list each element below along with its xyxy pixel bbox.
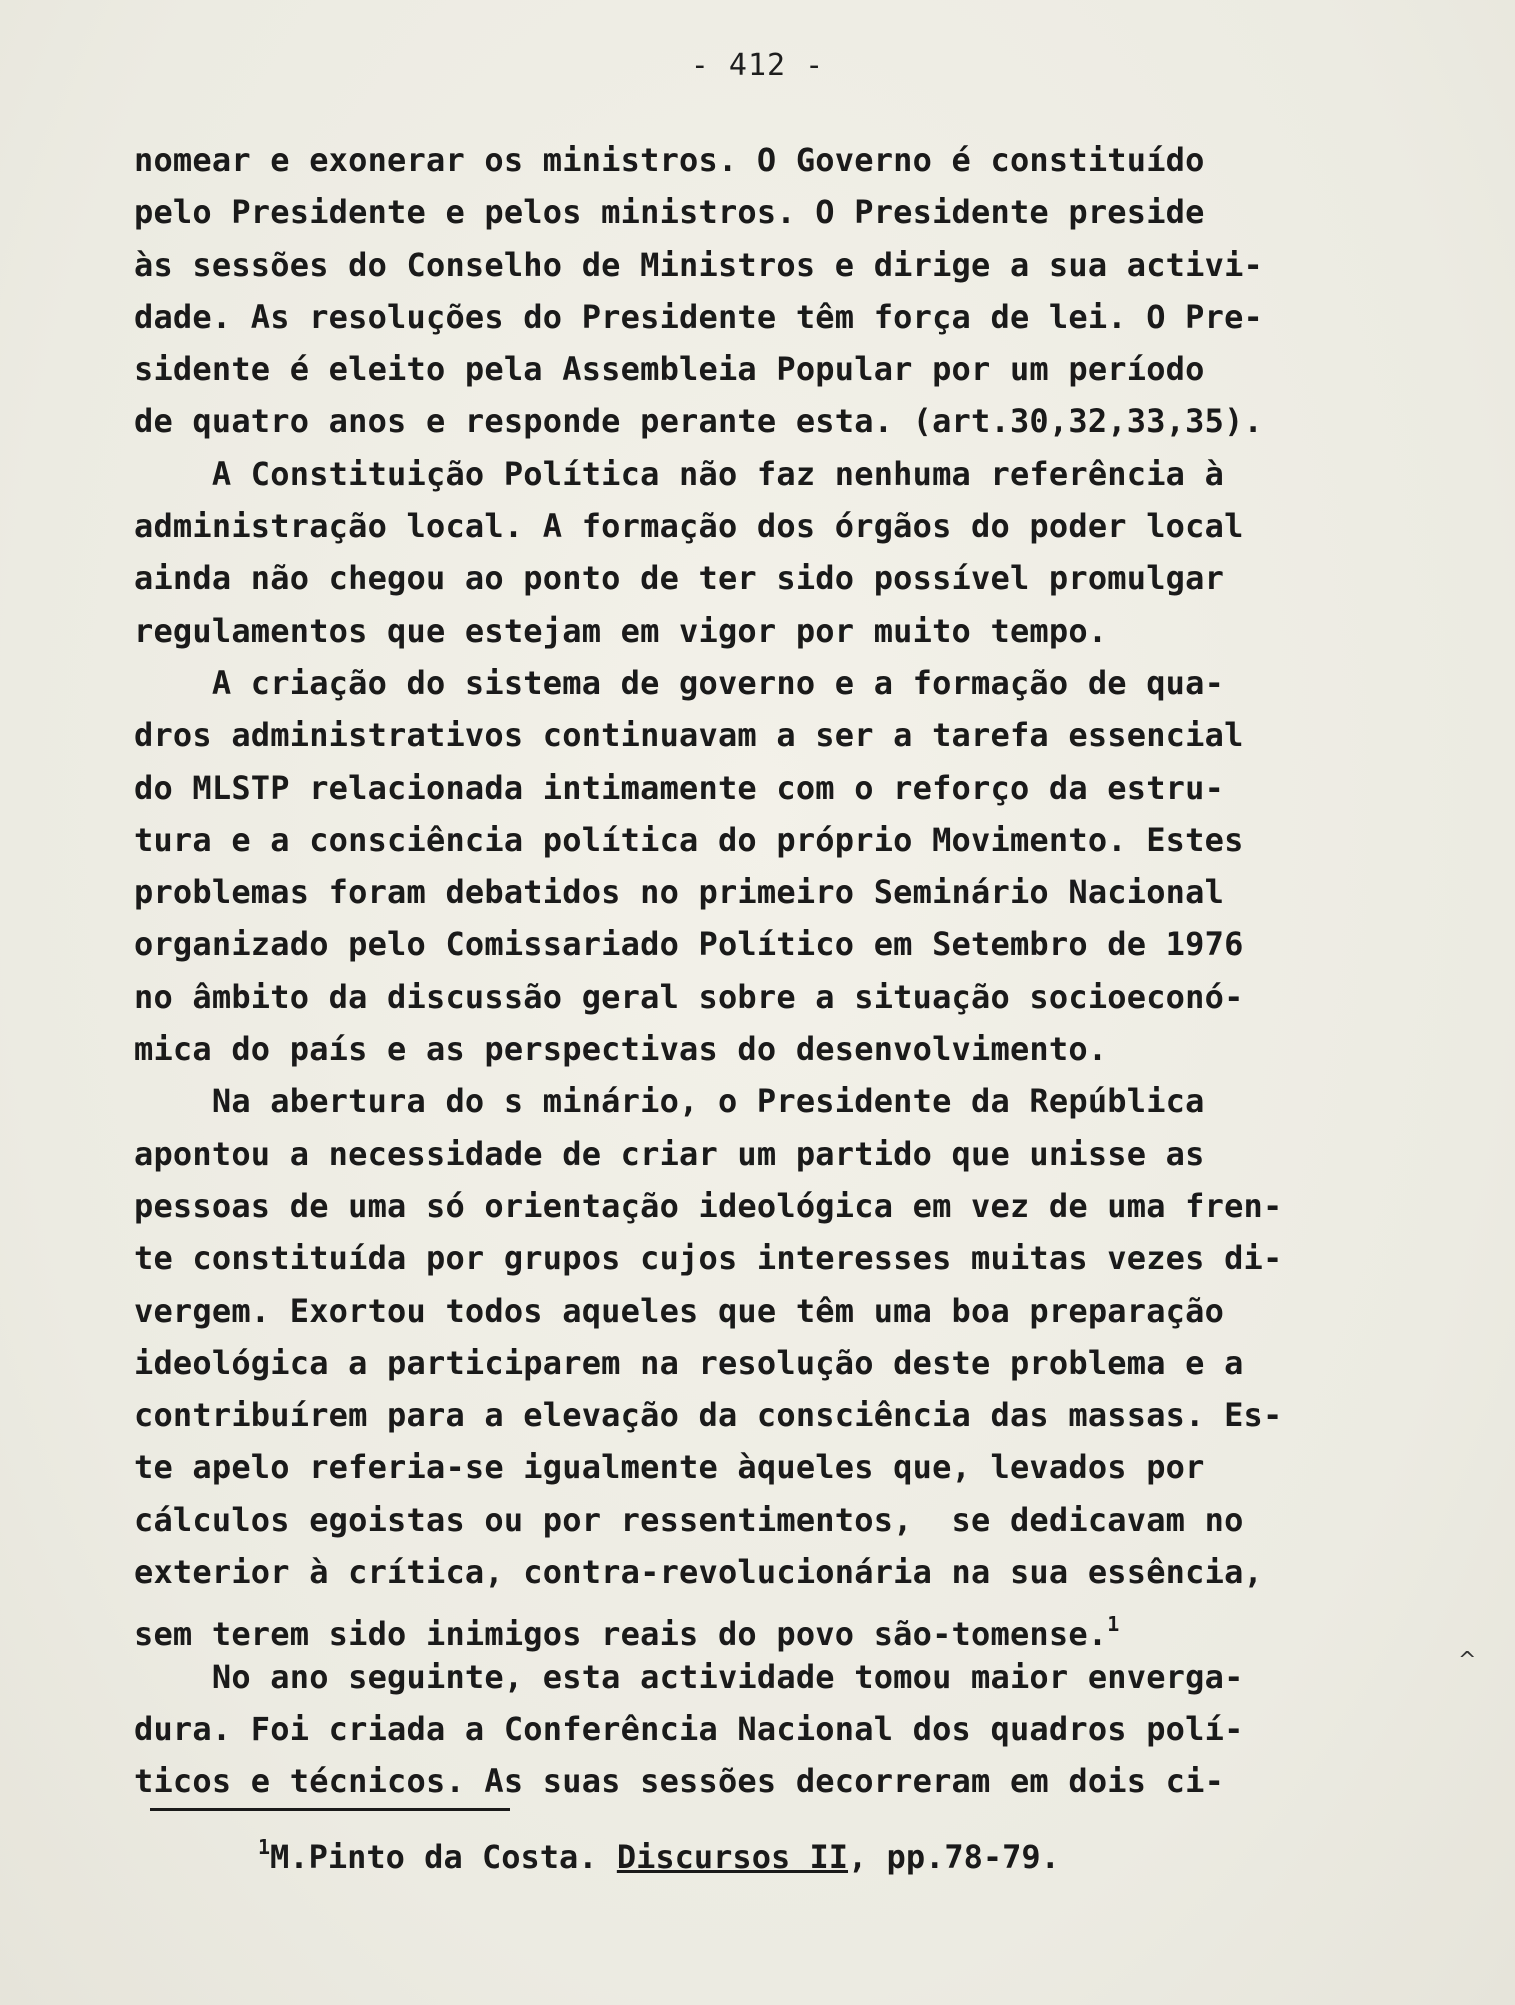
text-line: Na abertura do s minário, o Presidente da República: [134, 1082, 1205, 1121]
text-line: ticos e técnicos. As suas sessões decorreram em dois ci-: [134, 1762, 1225, 1801]
body-text: [134, 134, 1404, 1808]
text-line: regulamentos que estejam em vigor por muito tempo.: [134, 611, 1108, 650]
text-line: vergem. Exortou todos aqueles que têm uma boa preparação: [134, 1291, 1225, 1330]
text-line: administração local. A formação dos órgãos do poder local: [134, 507, 1244, 546]
text-line: sidente é eleito pela Assembleia Popular por um período: [134, 350, 1205, 389]
margin-mark: ^: [1458, 1648, 1477, 1673]
text-line: mica do país e as perspectivas do desenvolvimento.: [134, 1030, 1108, 1069]
text-line: ainda não chegou ao ponto de ter sido possível promulgar: [134, 559, 1225, 598]
text-line: de quatro anos e responde perante esta. (art.30,32,33,35).: [134, 402, 1264, 441]
text-line: problemas foram debatidos no primeiro Seminário Nacional: [134, 873, 1225, 912]
text-line: cálculos egoistas ou por ressentimentos, se dedicavam no: [134, 1500, 1244, 1539]
text-line: do MLSTP relacionada intimamente com o reforço da estru-: [134, 768, 1225, 807]
text-line: ideológica a participarem na resolução deste problema e a: [134, 1343, 1244, 1382]
text-line: sem terem sido inimigos reais do povo são-tomense.: [134, 1615, 1108, 1654]
text-line: apontou a necessidade de criar um partido que unisse as: [134, 1134, 1205, 1173]
footnote: [258, 1835, 1060, 1876]
text-line: A criação do sistema de governo e a formação de qua-: [134, 663, 1225, 702]
text-line: A Constituição Política não faz nenhuma referência à: [134, 454, 1225, 493]
footnote-pages: , pp.78-79.: [848, 1838, 1060, 1876]
footnote-divider: [150, 1808, 510, 1811]
text-line: dura. Foi criada a Conferência Nacional dos quadros polí-: [134, 1709, 1244, 1748]
text-line: às sessões do Conselho de Ministros e dirige a sua activi-: [134, 245, 1264, 284]
text-line-with-footnote-ref: [134, 1598, 1404, 1654]
text-line: pelo Presidente e pelos ministros. O Presidente preside: [134, 193, 1205, 232]
footnote-author: M.Pinto da Costa.: [270, 1838, 617, 1876]
text-line: no âmbito da discussão geral sobre a situação socioeconó-: [134, 977, 1244, 1016]
page-number: - 412 -: [690, 48, 825, 83]
footnote-reference: 1: [1107, 1612, 1120, 1637]
text-line: te apelo referia-se igualmente àqueles que, levados por: [134, 1448, 1205, 1487]
text-line: pessoas de uma só orientação ideológica em vez de uma fren-: [134, 1186, 1283, 1225]
text-line: nomear e exonerar os ministros. O Governo é constituído: [134, 141, 1205, 179]
text-line: dade. As resoluções do Presidente têm força de lei. O Pre-: [134, 297, 1264, 336]
text-line: exterior à crítica, contra-revolucionária na sua essência,: [134, 1553, 1264, 1592]
text-line: tura e a consciência política do próprio Movimento. Estes: [134, 820, 1244, 859]
footnote-marker: 1: [258, 1835, 271, 1859]
text-line: dros administrativos continuavam a ser a tarefa essencial: [134, 716, 1244, 755]
text-line: contribuírem para a elevação da consciência das massas. Es-: [134, 1396, 1283, 1435]
footnote-title: Discursos II: [616, 1838, 849, 1876]
text-line: No ano seguinte, esta actividade tomou maior enverga-: [134, 1657, 1244, 1696]
text-line: te constituída por grupos cujos interesses muitas vezes di-: [134, 1239, 1283, 1278]
text-line: organizado pelo Comissariado Político em Setembro de 1976: [134, 925, 1244, 964]
